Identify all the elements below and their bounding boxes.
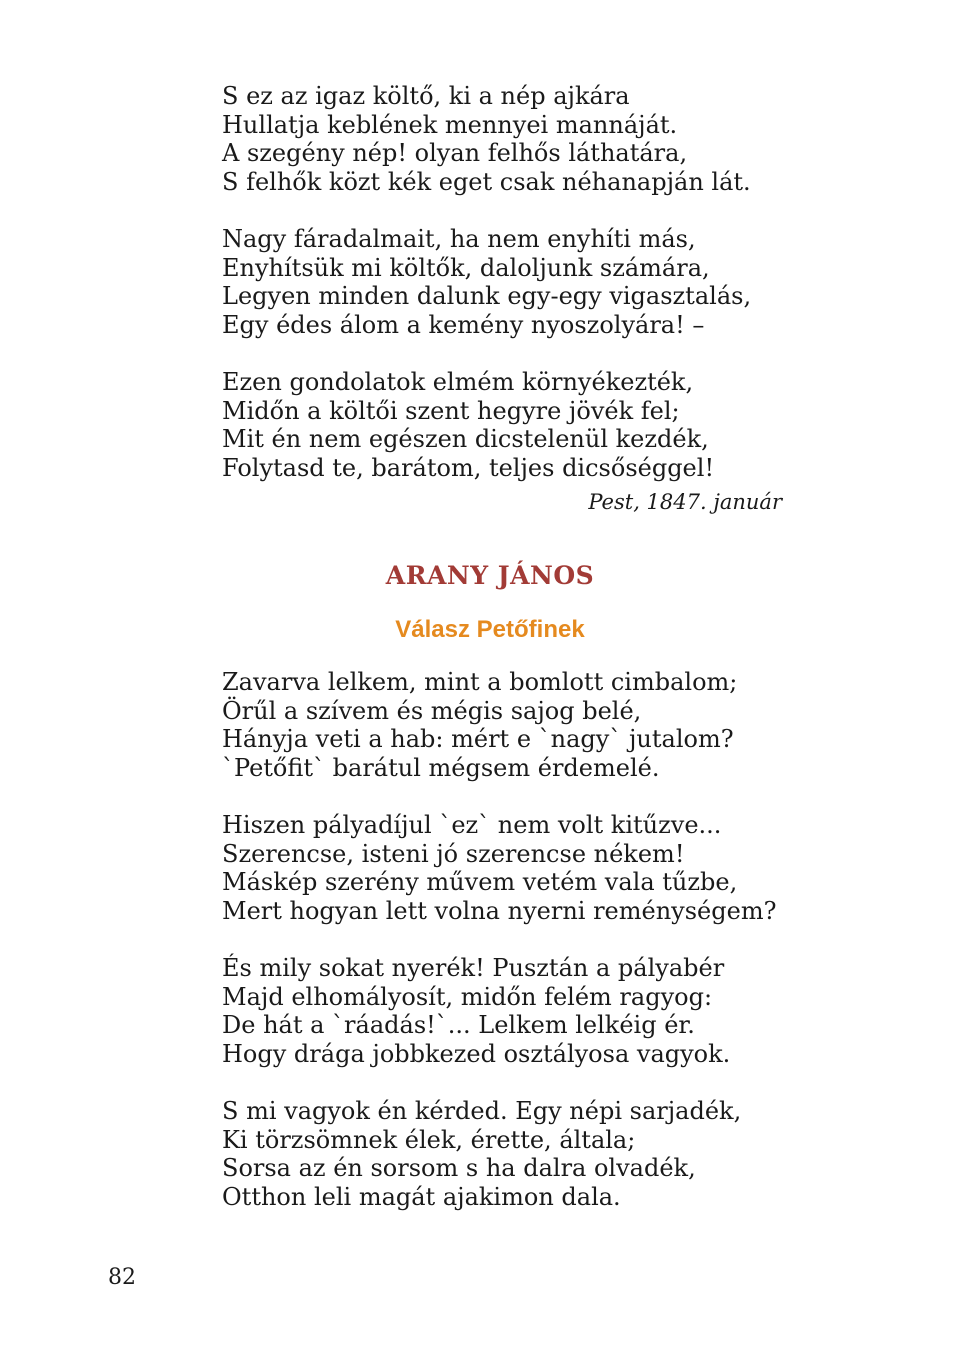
verse-line: Otthon leli magát ajakimon dala. [222, 1182, 621, 1211]
verse-line: Örűl a szívem és mégis sajog belé, [222, 696, 642, 725]
poem1-stanza-1 [222, 82, 842, 196]
verse-line: S mi vagyok én kérded. Egy népi sarjadék, [222, 1097, 742, 1125]
page-number: 82 [108, 1265, 136, 1290]
verse-line: De hát a `ráadás!`... Lelkem lelkéig ér. [222, 1011, 695, 1040]
verse-line: Midőn a költői szent hegyre jövék fel; [222, 396, 680, 425]
verse-line: S ez az igaz költő, ki a nép ajkára [222, 82, 630, 110]
poem2-author: ARANY JÁNOS [385, 561, 595, 590]
verse-line: A szegény nép! olyan felhős láthatára, [222, 139, 688, 168]
verse-line: Nagy fáradalmait, ha nem enyhíti más, [222, 225, 696, 253]
verse-line: S felhők közt kék eget csak néhanapján lát. [222, 167, 751, 196]
verse-line: Hányja veti a hab: mért e `nagy` jutalom? [222, 725, 734, 754]
verse-line: És mily sokat nyerék! Pusztán a pályabér [222, 954, 725, 982]
verse-line: Folytasd te, barátom, teljes dicsőséggel! [222, 453, 715, 482]
verse-line: Egy édes álom a kemény nyoszolyára! – [222, 310, 705, 339]
poem2-stanza-2 [222, 811, 842, 925]
verse-line: Máskép szerény művem vetém vala tűzbe, [222, 868, 738, 897]
verse-line: Hogy drága jobbkezed osztályosa vagyok. [222, 1039, 731, 1068]
poem1-stanza-2 [222, 225, 842, 339]
poem2-stanza-1 [222, 668, 842, 782]
verse-line: Mert hogyan lett volna nyerni reménységem? [222, 896, 777, 925]
verse-line: Mit én nem egészen dicstelenül kezdék, [222, 425, 709, 454]
verse-line: Legyen minden dalunk egy-egy vigasztalás, [222, 282, 752, 311]
verse-line: `Petőfit` barátul mégsem érdemelé. [222, 753, 660, 782]
verse-line: Ki törzsömnek élek, érette, általa; [222, 1125, 636, 1154]
verse-line: Hullatja keblének mennyei mannáját. [222, 110, 678, 139]
poem2-stanza-4 [222, 1097, 842, 1211]
poem2-title: Válasz Petőfinek [395, 616, 585, 643]
poem2-stanza-3 [222, 954, 842, 1068]
verse-line: Szerencse, isteni jó szerencse nékem! [222, 839, 685, 868]
verse-line: Sorsa az én sorsom s ha dalra olvadék, [222, 1154, 696, 1183]
verse-line: Zavarva lelkem, mint a bomlott cimbalom; [222, 668, 738, 696]
verse-line: Enyhítsük mi költők, daloljunk számára, [222, 253, 710, 282]
verse-line: Majd elhomályosít, midőn felém ragyog: [222, 982, 713, 1011]
poem1-stanza-3 [222, 368, 842, 482]
poem1-dateline: Pest, 1847. január [588, 490, 782, 514]
verse-line: Ezen gondolatok elmém környékezték, [222, 368, 694, 396]
verse-line: Hiszen pályadíjul `ez` nem volt kitűzve... [222, 811, 722, 839]
